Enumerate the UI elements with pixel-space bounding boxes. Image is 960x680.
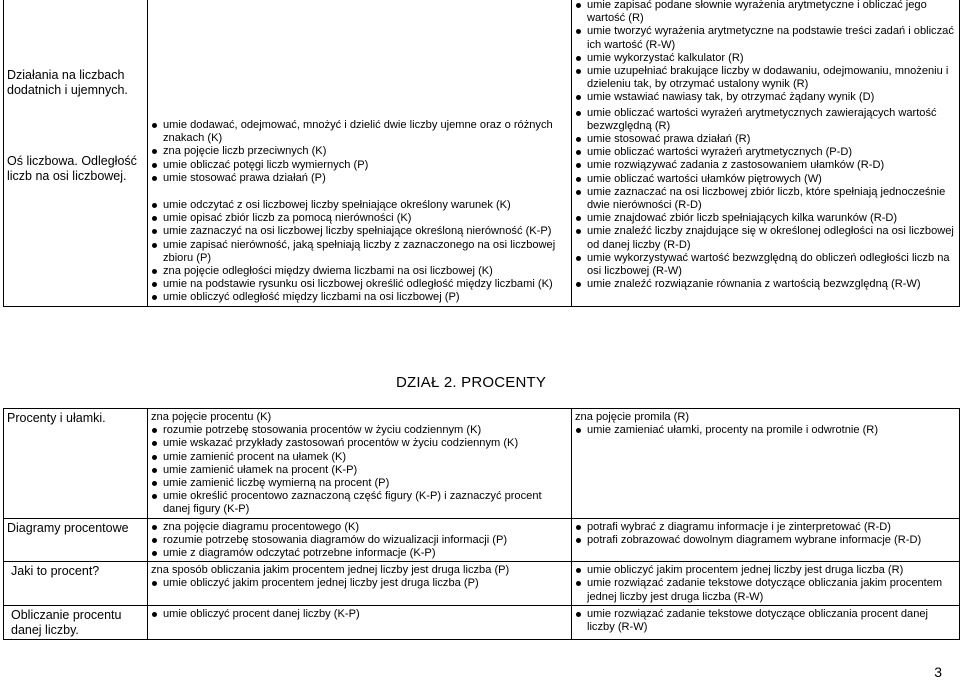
requirements-list	[575, 564, 956, 604]
requirements-extended-cell	[572, 518, 960, 562]
requirements-extended-cell	[572, 0, 960, 306]
requirements-list	[575, 521, 956, 547]
curriculum-table-bottom	[3, 408, 960, 640]
topic-cell	[4, 409, 148, 519]
table-row	[4, 605, 960, 639]
list-item: zna pojęcie odległości między dwiema liczbami na osi liczbowej (K)	[151, 265, 568, 278]
list-item: rozumie potrzebę stosowania procentów w życiu codziennym (K)	[151, 424, 568, 437]
requirements-list	[151, 521, 568, 561]
topic-cell	[4, 518, 148, 562]
list-item: umie wykorzystać kalkulator (R)	[575, 52, 956, 65]
requirements-list	[151, 577, 568, 590]
list-item: umie tworzyć wyrażenia arytmetyczne na podstawie treści zadań i obliczać ich wartość (R-W)	[575, 25, 956, 51]
list-item: umie obliczyć jakim procentem jednej liczby jest druga liczba (P)	[151, 577, 568, 590]
list-item: umie z diagramów odczytać potrzebne informacje (K-P)	[151, 547, 568, 560]
list-item: umie obliczać potęgi liczb wymiernych (P)	[151, 159, 568, 172]
list-item: umie zapisać nierówność, jaką spełniają liczby z zaznaczonego na osi liczbowej zbioru (P)	[151, 239, 568, 265]
requirements-list	[575, 608, 956, 634]
list-item: umie uzupełniać brakujące liczby w dodawaniu, odejmowaniu, mnożeniu i dzieleniu tak, by otrzymać ustalony wynik (R)	[575, 65, 956, 91]
requirements-basic-cell	[148, 0, 572, 306]
list-item: umie opisać zbiór liczb za pomocą nierówności (K)	[151, 212, 568, 225]
list-item: umie zamienić ułamek na procent (K-P)	[151, 464, 568, 477]
list-item: umie zapisać podane słownie wyrażenia arytmetyczne i obliczać jego wartość (R)	[575, 0, 956, 25]
list-item: umie rozwiązać zadanie tekstowe dotyczące obliczania procent danej liczby (R-W)	[575, 608, 956, 634]
requirements-extended-cell	[572, 605, 960, 639]
list-item: umie określić procentowo zaznaczoną część figury (K-P) i zaznaczyć procent danej figury (K-P)	[151, 490, 568, 516]
list-item: umie zaznaczyć na osi liczbowej liczby spełniające określoną nierówność (K-P)	[151, 225, 568, 238]
list-item: umie rozwiązać zadanie tekstowe dotyczące obliczania jakim procentem jednej liczby jest druga liczba (R-W)	[575, 577, 956, 603]
requirement-text: zna pojęcie procentu (K)	[151, 411, 272, 423]
topic-label: Diagramy procentowe	[7, 520, 129, 535]
requirement-text: zna sposób obliczania jakim procentem jednej liczby jest druga liczba (P)	[151, 564, 510, 577]
page-number: 3	[934, 664, 942, 680]
list-item: umie wstawiać nawiasy tak, by otrzymać żądany wynik (D)	[575, 91, 956, 104]
list-item: umie obliczać wartości wyrażeń arytmetycznych zawierających wartość bezwzględną (R)	[575, 107, 956, 133]
requirements-basic-cell	[148, 518, 572, 562]
list-item: umie obliczać wartości ułamków piętrowych (W)	[575, 173, 956, 186]
list-item: umie znajdować zbiór liczb spełniających kilka warunków (R-D)	[575, 212, 956, 225]
list-item: potrafi zobrazować dowolnym diagramem wybrane informacje (R-D)	[575, 534, 956, 547]
list-item: zna pojęcie liczb przeciwnych (K)	[151, 145, 568, 158]
requirements-list	[575, 0, 956, 105]
requirements-list	[575, 107, 956, 186]
requirements-list	[151, 119, 568, 185]
requirements-basic-cell	[148, 409, 572, 519]
list-item: umie obliczyć odległość między liczbami na osi liczbowej (P)	[151, 291, 568, 304]
topic-cell	[4, 605, 148, 639]
list-item: umie stosować prawa działań (R)	[575, 133, 956, 146]
requirements-extended-cell	[572, 562, 960, 606]
list-item: umie znaleźć liczby znajdujące się w określonej odległości na osi liczbowej od danej liczby (R-D)	[575, 225, 956, 251]
section-title: DZIAŁ 2. PROCENTY	[396, 374, 547, 391]
list-item: umie wykorzystywać wartość bezwzględną do obliczeń odległości liczb na osi liczbowej (R-W)	[575, 252, 956, 278]
requirements-basic-cell	[148, 605, 572, 639]
requirements-list	[575, 424, 956, 437]
curriculum-table-top	[3, 0, 960, 307]
topic-label: Oś liczbowa. Odległość liczb na osi liczbowej.	[7, 153, 137, 183]
table-row	[4, 518, 960, 562]
list-item: umie znaleźć rozwiązanie równania z wartością bezwzględną (R-W)	[575, 278, 956, 291]
list-item: umie na podstawie rysunku osi liczbowej określić odległość między liczbami (K)	[151, 278, 568, 291]
list-item: umie obliczać wartości wyrażeń arytmetycznych (P-D)	[575, 146, 956, 159]
list-item: umie odczytać z osi liczbowej liczby spełniające określony warunek (K)	[151, 199, 568, 212]
requirements-list	[151, 424, 568, 516]
list-item: umie obliczyć procent danej liczby (K-P)	[151, 608, 568, 621]
list-item: umie zamienić liczbę wymierną na procent (P)	[151, 477, 568, 490]
list-item: rozumie potrzebę stosowania diagramów do wizualizacji informacji (P)	[151, 534, 568, 547]
list-item: umie rozwiązywać zadania z zastosowaniem ułamków (R-D)	[575, 159, 956, 172]
list-item: umie zaznaczać na osi liczbowej zbiór liczb, które spełniają jednocześnie dwie nierówności (R-D)	[575, 186, 956, 212]
list-item: zna pojęcie diagramu procentowego (K)	[151, 521, 568, 534]
list-item: potrafi wybrać z diagramu informacje i je zinterpretować (R-D)	[575, 521, 956, 534]
topic-label: Obliczanie procentu danej liczby.	[11, 607, 122, 637]
list-item: umie zamieniać ułamki, procenty na promile i odwrotnie (R)	[575, 424, 956, 437]
requirements-extended-cell	[572, 409, 960, 519]
list-item: umie obliczyć jakim procentem jednej liczby jest druga liczba (R)	[575, 564, 956, 577]
requirements-list	[575, 186, 956, 292]
topic-label: Jaki to procent?	[11, 564, 100, 579]
table-row	[4, 409, 960, 519]
list-item: umie stosować prawa działań (P)	[151, 172, 568, 185]
list-item: umie dodawać, odejmować, mnożyć i dzielić dwie liczby ujemne oraz o różnych znakach (K)	[151, 119, 568, 145]
requirement-text: zna pojęcie promila (R)	[575, 411, 690, 423]
requirements-list	[151, 608, 568, 621]
table-row	[4, 562, 960, 606]
list-item: umie zamienić procent na ułamek (K)	[151, 451, 568, 464]
table-row	[4, 0, 960, 306]
topic-cell	[4, 0, 148, 306]
topic-label: Działania na liczbach dodatnich i ujemnych.	[7, 67, 128, 97]
requirements-basic-cell	[148, 562, 572, 606]
topic-cell	[4, 562, 148, 606]
topic-label: Procenty i ułamki.	[7, 411, 106, 425]
requirements-list	[151, 199, 568, 305]
list-item: umie wskazać przykłady zastosowań procentów w życiu codziennym (K)	[151, 437, 568, 450]
